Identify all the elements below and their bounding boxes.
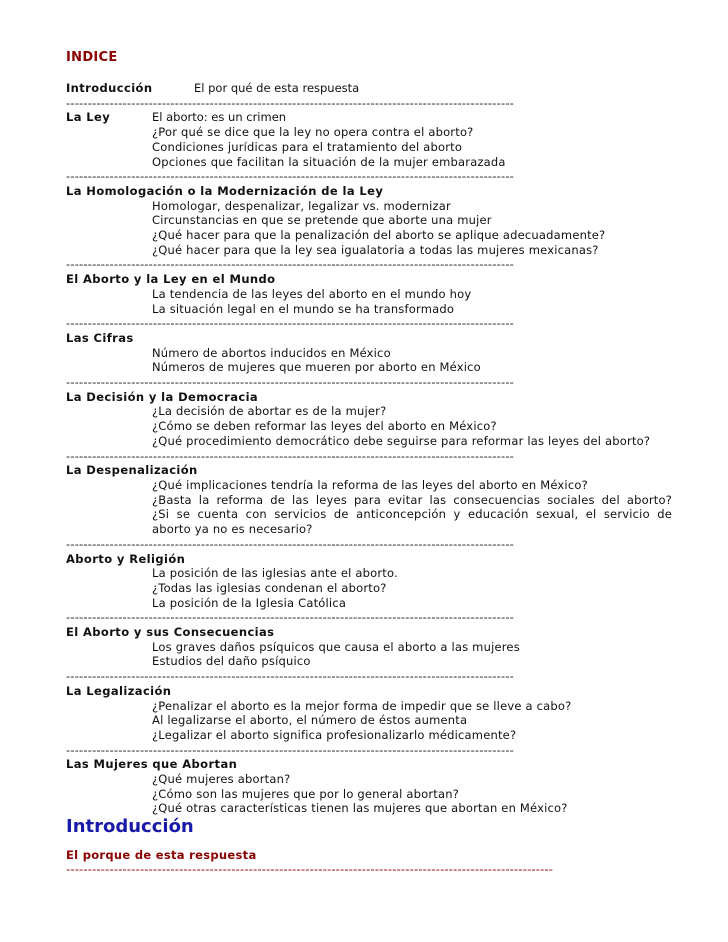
section-title: El Aborto y sus Consecuencias [66,625,275,640]
section-item: La posición de las iglesias ante el aborto. [152,566,398,581]
section-item: ¿Penalizar el aborto es la mejor forma de impedir que se lleve a cabo? [152,698,572,713]
section-title: El Aborto y la Ley en el Mundo [66,272,276,287]
section-title: La Homologación o la Modernización de la Ley [66,183,384,198]
section-item: ¿Basta la reforma de las leyes para evitar las consecuencias sociales del aborto? [152,492,672,507]
section-item: Circunstancias en que se pretende que aborte una mujer [152,213,492,228]
separator-line: ------------------------------------------------------------------------------------------------------- [66,742,515,757]
section-title: La Despenalización [66,463,198,478]
index-intro-item: El por qué de esta respuesta [194,81,360,95]
intro-subtitle: El porque de esta respuesta [66,848,257,863]
section-title: La Ley [66,110,111,125]
intro-separator: ---------------------------------------------------------------------------------------------------------------- [66,862,554,877]
section-item: ¿Qué procedimiento democrático debe seguirse para reformar las leyes del aborto? [152,433,651,448]
separator-line: ------------------------------------------------------------------------------------------------------- [66,536,515,551]
section-item: Números de mujeres que mueren por aborto en México [152,360,481,375]
index-sections [66,96,706,816]
section-title: La Decisión y la Democracia [66,389,259,404]
section-item: Homologar, despenalizar, legalizar vs. modernizar [152,198,451,213]
section-heading-row [66,110,706,125]
section-item: ¿Legalizar el aborto significa profesionalizarlo médicamente? [152,727,517,742]
section-item: ¿La decisión de abortar es de la mujer? [152,404,387,419]
section-item: aborto ya no es necesario? [152,522,313,537]
section-item: ¿Qué mujeres abortan? [152,772,291,787]
document-page [66,50,706,877]
index-title: INDICE [66,50,118,65]
separator-line: ------------------------------------------------------------------------------------------------------- [66,375,515,390]
section-item: ¿Qué hacer para que la ley sea igualatoria a todas las mujeres mexicanas? [152,242,599,257]
section-item-row [66,493,706,508]
section-item: ¿Cómo se deben reformar las leyes del aborto en México? [152,419,497,434]
section-item: Opciones que facilitan la situación de la mujer embarazada [152,154,506,169]
section-item: La situación legal en el mundo se ha transformado [152,301,455,316]
section-item: La tendencia de las leyes del aborto en el mundo hoy [152,286,472,301]
section-item: ¿Si se cuenta con servicios de anticoncepción y educación sexual, el servicio de [152,507,672,522]
section-title: Las Mujeres que Abortan [66,757,238,772]
separator-line: ------------------------------------------------------------------------------------------------------- [66,95,515,110]
section-item: ¿Todas las iglesias condenan el aborto? [152,580,387,595]
section-item: ¿Qué hacer para que la penalización del aborto se aplique adecuadamente? [152,228,606,243]
separator-line: ------------------------------------------------------------------------------------------------------- [66,316,515,331]
section-item-row [66,507,706,522]
intro-title: Introducción [66,816,194,838]
section-item: La posición de la Iglesia Católica [152,595,347,610]
separator-line: ------------------------------------------------------------------------------------------------------- [66,257,515,272]
section-item: Los graves daños psíquicos que causa el aborto a las mujeres [152,639,520,654]
section-item: Condiciones jurídicas para el tratamiento del aborto [152,139,463,154]
separator-line: ------------------------------------------------------------------------------------------------------- [66,169,515,184]
separator-line: ------------------------------------------------------------------------------------------------------- [66,448,515,463]
section-title: La Legalización [66,683,172,698]
section-item: ¿Qué otras características tienen las mujeres que abortan en México? [152,801,568,816]
section-title: Aborto y Religión [66,551,186,566]
index-intro-label: Introducción [66,81,153,95]
section-title: Las Cifras [66,330,134,345]
section-item: ¿Qué implicaciones tendría la reforma de las leyes del aborto en México? [152,477,588,492]
section-item: Estudios del daño psíquico [152,654,311,669]
separator-line: ------------------------------------------------------------------------------------------------------- [66,610,515,625]
index-intro-row [66,81,706,96]
section-item: Número de abortos inducidos en México [152,345,391,360]
section-item: Al legalizarse el aborto, el número de éstos aumenta [152,713,468,728]
section-item: ¿Por qué se dice que la ley no opera contra el aborto? [152,125,474,140]
section-item: ¿Cómo son las mujeres que por lo general abortan? [152,786,460,801]
separator-line: ------------------------------------------------------------------------------------------------------- [66,669,515,684]
section-item: El aborto: es un crimen [152,110,287,125]
